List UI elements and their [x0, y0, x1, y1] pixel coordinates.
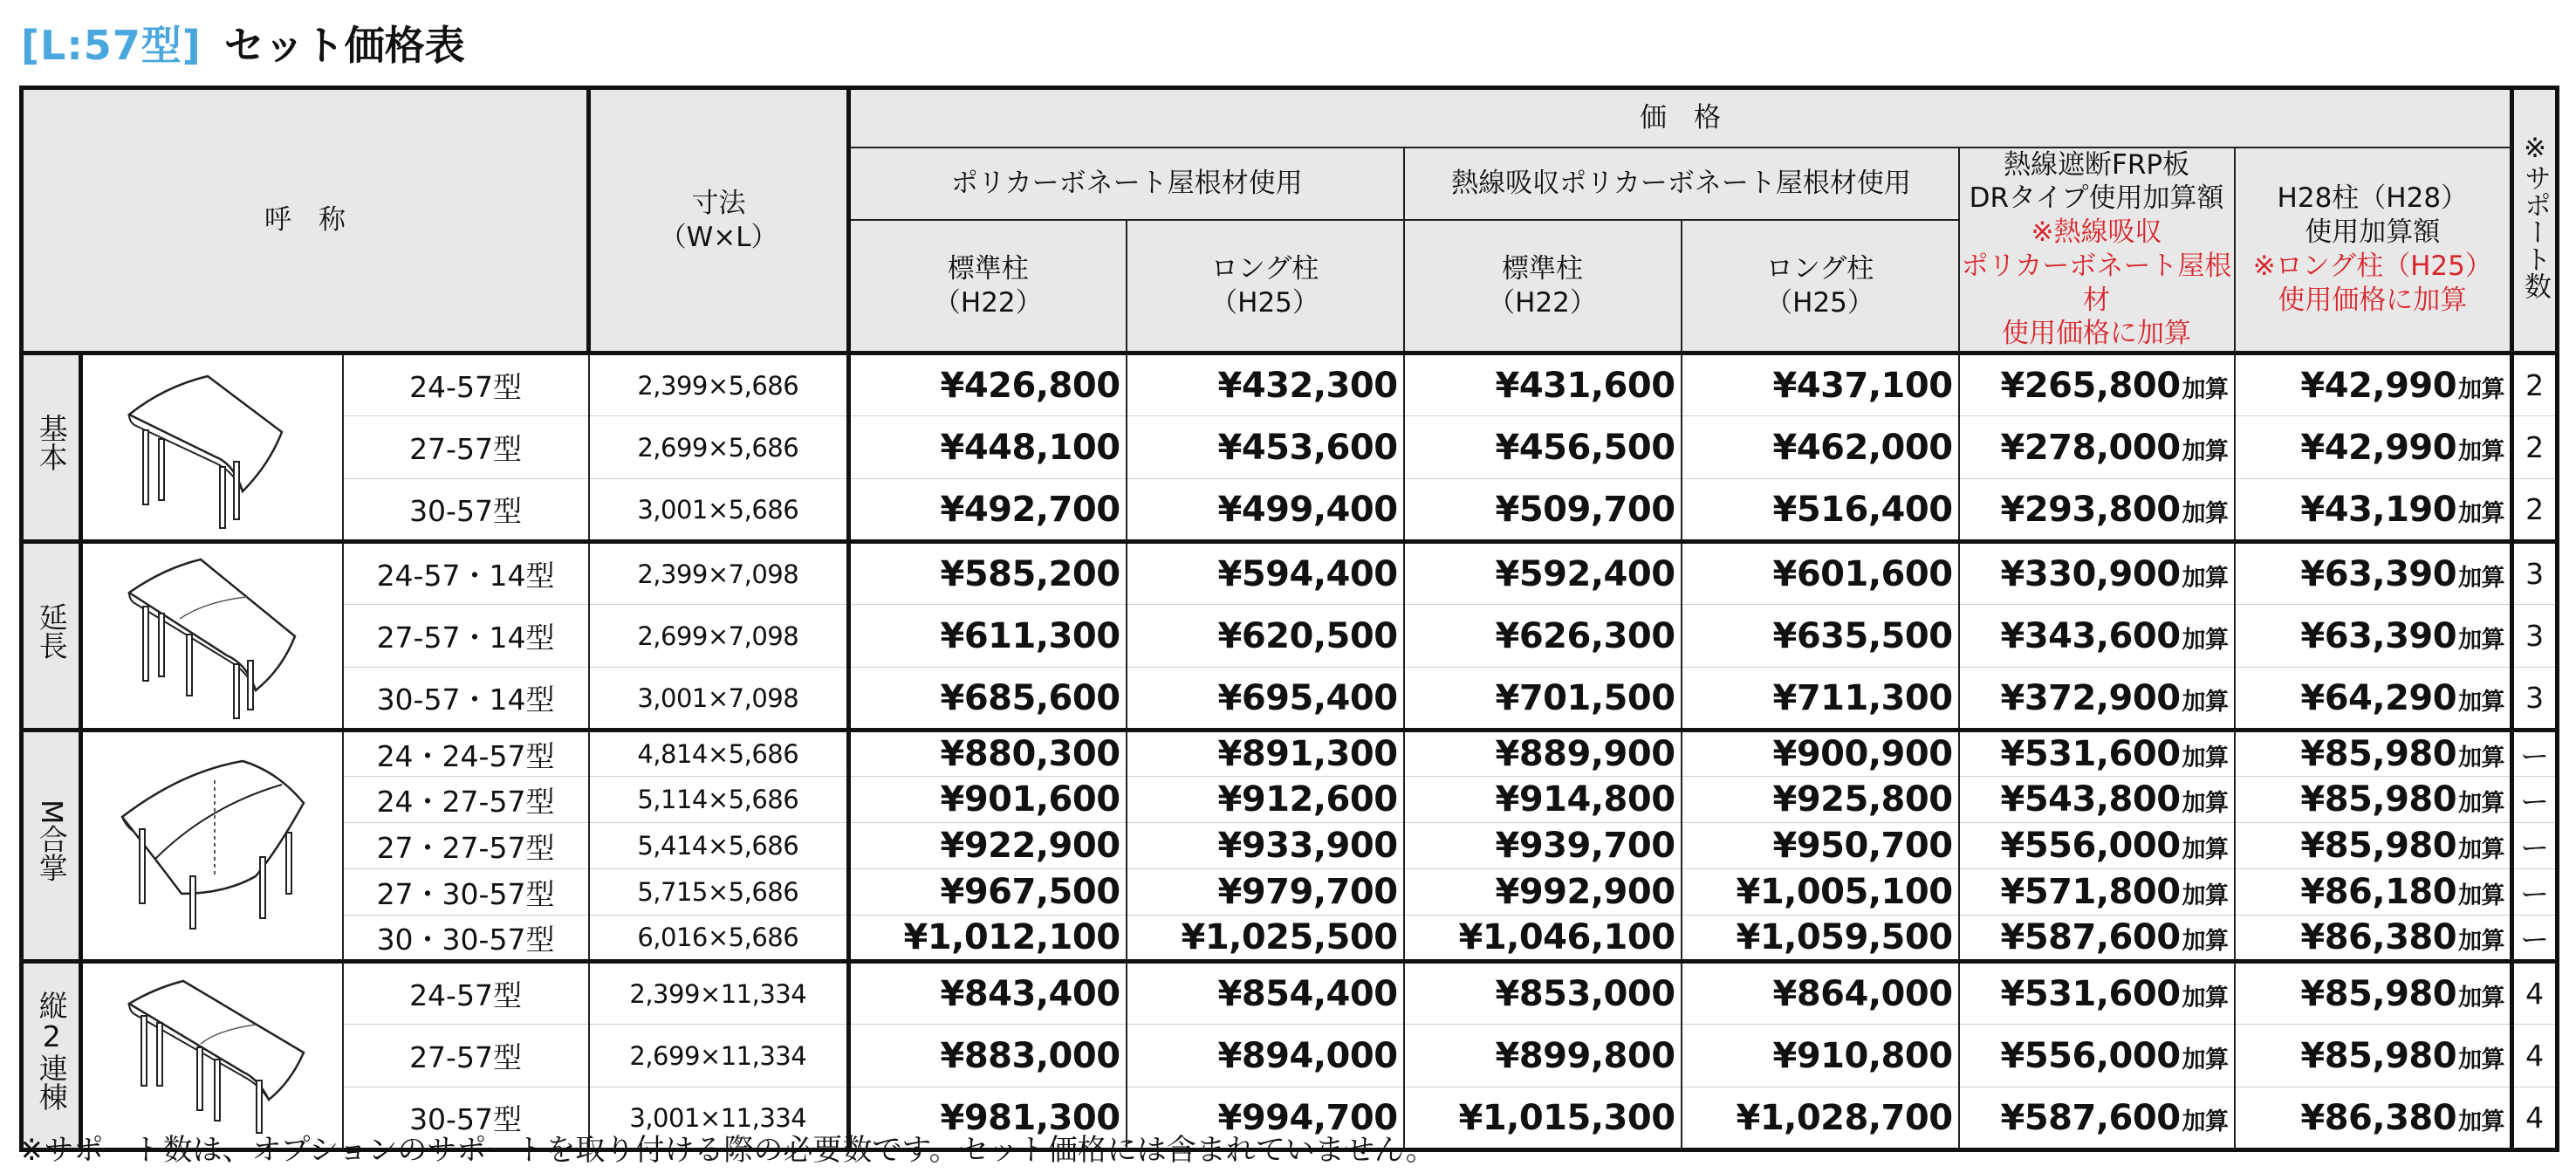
- price-cell: ¥594,400: [1127, 542, 1404, 605]
- table-row: [22, 353, 2558, 416]
- size-cell: 4,814×5,686: [589, 731, 849, 777]
- price-cell: ¥437,100: [1682, 353, 1959, 416]
- price-cell: ¥912,600: [1127, 777, 1404, 823]
- price-cell: ¥1,025,500: [1127, 916, 1404, 962]
- addition-cell: ¥63,390加算: [2235, 605, 2512, 668]
- header-heat-std: 標準柱 （H22）: [1404, 220, 1682, 353]
- support-count-cell: ー: [2512, 869, 2558, 916]
- addition-cell: ¥63,390加算: [2235, 542, 2512, 605]
- addition-cell: ¥42,990加算: [2235, 416, 2512, 479]
- support-count-cell: 2: [2512, 353, 2558, 416]
- price-table: [19, 86, 2559, 1152]
- support-count-cell: 4: [2512, 1025, 2558, 1087]
- price-table-wrapper: [19, 86, 2555, 1152]
- size-cell: 5,715×5,686: [589, 869, 849, 916]
- price-cell: ¥900,900: [1682, 731, 1959, 777]
- support-count-cell: 4: [2512, 1087, 2558, 1150]
- price-cell: ¥883,000: [849, 1025, 1127, 1087]
- price-cell: ¥462,000: [1682, 416, 1959, 479]
- size-cell: 5,114×5,686: [589, 777, 849, 823]
- table-row: [22, 777, 2558, 823]
- price-cell: ¥701,500: [1404, 668, 1682, 731]
- support-count-cell: 4: [2512, 962, 2558, 1025]
- price-cell: ¥933,900: [1127, 823, 1404, 869]
- addition-cell: ¥265,800加算: [1959, 353, 2235, 416]
- model-cell: 24・27-57型: [343, 777, 589, 823]
- model-cell: 27・30-57型: [343, 869, 589, 916]
- tandem-carport-icon: [81, 962, 343, 1150]
- price-cell: ¥889,900: [1404, 731, 1682, 777]
- price-cell: ¥516,400: [1682, 479, 1959, 542]
- price-cell: ¥894,000: [1127, 1025, 1404, 1087]
- support-count-cell: ー: [2512, 916, 2558, 962]
- addition-cell: ¥86,180加算: [2235, 869, 2512, 916]
- price-cell: ¥910,800: [1682, 1025, 1959, 1087]
- header-poly: ポリカーボネート屋根材使用: [849, 147, 1404, 221]
- price-cell: ¥994,700: [1127, 1087, 1404, 1150]
- price-cell: ¥853,000: [1404, 962, 1682, 1025]
- support-count-cell: ー: [2512, 777, 2558, 823]
- header-support: ※サポート数: [2512, 88, 2558, 353]
- table-row: [22, 668, 2558, 731]
- price-cell: ¥1,015,300: [1404, 1087, 1682, 1150]
- support-count-cell: 2: [2512, 416, 2558, 479]
- price-cell: ¥1,059,500: [1682, 916, 1959, 962]
- price-cell: ¥922,900: [849, 823, 1127, 869]
- price-cell: ¥979,700: [1127, 869, 1404, 916]
- support-count-cell: 3: [2512, 542, 2558, 605]
- addition-cell: ¥85,980加算: [2235, 777, 2512, 823]
- size-cell: 2,699×5,686: [589, 416, 849, 479]
- basic-carport-icon: [81, 353, 343, 542]
- support-count-cell: ー: [2512, 823, 2558, 869]
- table-row: [22, 916, 2558, 962]
- price-cell: ¥1,012,100: [849, 916, 1127, 962]
- model-cell: 24-57・14型: [343, 542, 589, 605]
- addition-cell: ¥278,000加算: [1959, 416, 2235, 479]
- size-cell: 3,001×11,334: [589, 1087, 849, 1150]
- price-cell: ¥453,600: [1127, 416, 1404, 479]
- model-cell: 30・30-57型: [343, 916, 589, 962]
- size-cell: 2,699×11,334: [589, 1025, 849, 1087]
- page-title: [21, 12, 465, 73]
- price-cell: ¥426,800: [849, 353, 1127, 416]
- model-cell: 30-57・14型: [343, 668, 589, 731]
- price-cell: ¥1,005,100: [1682, 869, 1959, 916]
- support-count-cell: 3: [2512, 605, 2558, 668]
- price-cell: ¥864,000: [1682, 962, 1959, 1025]
- price-cell: ¥1,046,100: [1404, 916, 1682, 962]
- header-size: 寸法 （W×L）: [589, 88, 849, 353]
- price-cell: ¥635,500: [1682, 605, 1959, 668]
- addition-cell: ¥86,380加算: [2235, 1087, 2512, 1150]
- table-row: [22, 542, 2558, 605]
- group-label-double: M合掌: [22, 731, 81, 962]
- addition-cell: ¥556,000加算: [1959, 823, 2235, 869]
- table-row: [22, 479, 2558, 542]
- price-cell: ¥499,400: [1127, 479, 1404, 542]
- addition-cell: ¥531,600加算: [1959, 731, 2235, 777]
- price-cell: ¥448,100: [849, 416, 1127, 479]
- support-count-cell: ー: [2512, 731, 2558, 777]
- addition-cell: ¥43,190加算: [2235, 479, 2512, 542]
- header-heat-long: ロング柱 （H25）: [1682, 220, 1959, 353]
- group-label-basic: 基本: [22, 353, 81, 542]
- price-cell: ¥843,400: [849, 962, 1127, 1025]
- price-cell: ¥914,800: [1404, 777, 1682, 823]
- addition-cell: ¥85,980加算: [2235, 823, 2512, 869]
- size-cell: 2,399×7,098: [589, 542, 849, 605]
- price-cell: ¥981,300: [849, 1087, 1127, 1150]
- table-row: [22, 869, 2558, 916]
- size-cell: 3,001×5,686: [589, 479, 849, 542]
- addition-cell: ¥372,900加算: [1959, 668, 2235, 731]
- size-cell: 2,399×5,686: [589, 353, 849, 416]
- price-cell: ¥601,600: [1682, 542, 1959, 605]
- addition-cell: ¥343,600加算: [1959, 605, 2235, 668]
- addition-cell: ¥571,800加算: [1959, 869, 2235, 916]
- price-cell: ¥509,700: [1404, 479, 1682, 542]
- price-cell: ¥492,700: [849, 479, 1127, 542]
- price-cell: ¥1,028,700: [1682, 1087, 1959, 1150]
- price-cell: ¥891,300: [1127, 731, 1404, 777]
- addition-cell: ¥293,800加算: [1959, 479, 2235, 542]
- support-count-cell: 3: [2512, 668, 2558, 731]
- support-count-cell: 2: [2512, 479, 2558, 542]
- header-price: 価 格: [849, 88, 2512, 147]
- model-cell: 27-57型: [343, 1025, 589, 1087]
- table-row: [22, 605, 2558, 668]
- header-poly-std: 標準柱 （H22）: [849, 220, 1127, 353]
- table-row: [22, 731, 2558, 777]
- addition-cell: ¥42,990加算: [2235, 353, 2512, 416]
- title-text: セット価格表: [223, 22, 465, 69]
- addition-cell: ¥64,290加算: [2235, 668, 2512, 731]
- price-cell: ¥685,600: [849, 668, 1127, 731]
- addition-cell: ¥85,980加算: [2235, 1025, 2512, 1087]
- table-row: [22, 1025, 2558, 1087]
- group-label-tandem: 縦2連棟: [22, 962, 81, 1150]
- addition-cell: ¥330,900加算: [1959, 542, 2235, 605]
- price-cell: ¥711,300: [1682, 668, 1959, 731]
- model-cell: 30-57型: [343, 479, 589, 542]
- model-cell: 24-57型: [343, 353, 589, 416]
- price-cell: ¥620,500: [1127, 605, 1404, 668]
- footnote: ※サポート数は、オプションのサポートを取り付ける際の必要数です。セット価格には含まれていません。: [19, 1133, 1435, 1168]
- price-cell: ¥431,600: [1404, 353, 1682, 416]
- addition-cell: ¥86,380加算: [2235, 916, 2512, 962]
- header-poly-long: ロング柱 （H25）: [1127, 220, 1404, 353]
- model-tag: [L:57型]: [21, 22, 202, 69]
- addition-cell: ¥543,800加算: [1959, 777, 2235, 823]
- extended-carport-icon: [81, 542, 343, 731]
- price-cell: ¥626,300: [1404, 605, 1682, 668]
- price-cell: ¥992,900: [1404, 869, 1682, 916]
- model-cell: 27・27-57型: [343, 823, 589, 869]
- header-h28: H28柱（H28） 使用加算額 ※ロング柱（H25） 使用価格に加算: [2235, 147, 2512, 353]
- group-label-extended: 延長: [22, 542, 81, 731]
- price-cell: ¥432,300: [1127, 353, 1404, 416]
- price-cell: ¥901,600: [849, 777, 1127, 823]
- addition-cell: ¥587,600加算: [1959, 916, 2235, 962]
- addition-cell: ¥85,980加算: [2235, 731, 2512, 777]
- price-cell: ¥611,300: [849, 605, 1127, 668]
- price-cell: ¥695,400: [1127, 668, 1404, 731]
- table-row: [22, 416, 2558, 479]
- price-cell: ¥967,500: [849, 869, 1127, 916]
- size-cell: 6,016×5,686: [589, 916, 849, 962]
- model-cell: 24-57型: [343, 962, 589, 1025]
- price-cell: ¥950,700: [1682, 823, 1959, 869]
- addition-cell: ¥85,980加算: [2235, 962, 2512, 1025]
- model-cell: 27-57型: [343, 416, 589, 479]
- table-header: [22, 88, 2558, 353]
- size-cell: 2,399×11,334: [589, 962, 849, 1025]
- addition-cell: ¥587,600加算: [1959, 1087, 2235, 1150]
- price-cell: ¥880,300: [849, 731, 1127, 777]
- price-cell: ¥585,200: [849, 542, 1127, 605]
- price-cell: ¥456,500: [1404, 416, 1682, 479]
- price-cell: ¥899,800: [1404, 1025, 1682, 1087]
- model-cell: 30-57型: [343, 1087, 589, 1150]
- header-frp: 熱線遮断FRP板 DRタイプ使用加算額 ※熱線吸収 ポリカーボネート屋根材 使用価格に加算: [1959, 147, 2235, 353]
- price-cell: ¥939,700: [1404, 823, 1682, 869]
- header-heat: 熱線吸収ポリカーボネート屋根材使用: [1404, 147, 1959, 221]
- table-row: [22, 962, 2558, 1025]
- addition-cell: ¥531,600加算: [1959, 962, 2235, 1025]
- price-cell: ¥925,800: [1682, 777, 1959, 823]
- size-cell: 5,414×5,686: [589, 823, 849, 869]
- size-cell: 3,001×7,098: [589, 668, 849, 731]
- addition-cell: ¥556,000加算: [1959, 1025, 2235, 1087]
- header-name: 呼 称: [22, 88, 589, 353]
- price-cell: ¥854,400: [1127, 962, 1404, 1025]
- model-cell: 27-57・14型: [343, 605, 589, 668]
- size-cell: 2,699×7,098: [589, 605, 849, 668]
- price-cell: ¥592,400: [1404, 542, 1682, 605]
- table-row: [22, 823, 2558, 869]
- table-body: [22, 353, 2558, 1150]
- double-carport-icon: [81, 731, 343, 962]
- model-cell: 24・24-57型: [343, 731, 589, 777]
